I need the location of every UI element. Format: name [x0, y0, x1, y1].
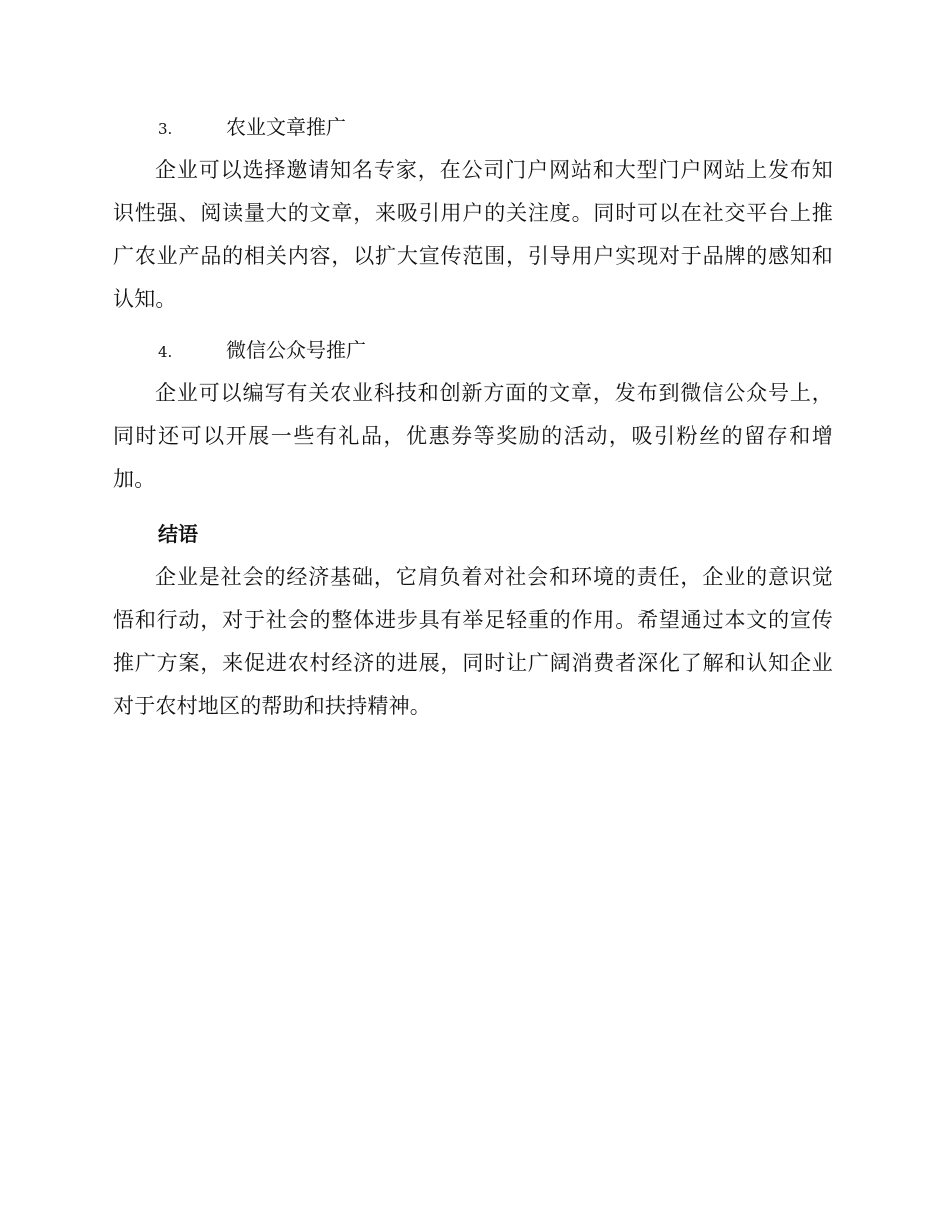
section-4-number: 4. — [158, 343, 173, 361]
section-4-heading — [113, 331, 833, 369]
conclusion-paragraph — [113, 556, 833, 728]
paragraph-line: 识性强、阅读量大的文章，来吸引用户的关注度。同时可以在社交平台上推 — [113, 201, 833, 225]
section-3-title: 农业文章推广 — [226, 115, 346, 139]
paragraph-line: 企业可以选择邀请知名专家，在公司门户网站和大型门户网站上发布知 — [155, 158, 833, 182]
section-4-title: 微信公众号推广 — [226, 338, 366, 362]
paragraph-line: 推广方案，来促进农村经济的进展，同时让广阔消费者深化了解和认知企业 — [113, 651, 833, 675]
paragraph-line: 同时还可以开展一些有礼品，优惠券等奖励的活动，吸引粉丝的留存和增 — [113, 424, 833, 448]
paragraph-line: 对于农村地区的帮助和扶持精神。 — [113, 694, 431, 718]
paragraph-line: 企业可以编写有关农业科技和创新方面的文章，发布到微信公众号上， — [155, 381, 833, 405]
paragraph-line: 悟和行动，对于社会的整体进步具有举足轻重的作用。希望通过本文的宣传 — [113, 608, 833, 632]
paragraph-line: 广农业产品的相关内容，以扩大宣传范围，引导用户实现对于品牌的感知和 — [113, 244, 833, 268]
paragraph-line: 认知。 — [113, 287, 177, 311]
conclusion-heading: 结语 — [158, 522, 198, 546]
section-3-heading — [113, 108, 833, 146]
paragraph-line: 加。 — [113, 467, 156, 491]
document-content — [113, 108, 833, 728]
paragraph-line: 企业是社会的经济基础，它肩负着对社会和环境的责任，企业的意识觉 — [155, 565, 833, 589]
section-3-paragraph — [113, 149, 833, 321]
section-4-paragraph — [113, 372, 833, 501]
section-3-number: 3. — [158, 120, 173, 138]
